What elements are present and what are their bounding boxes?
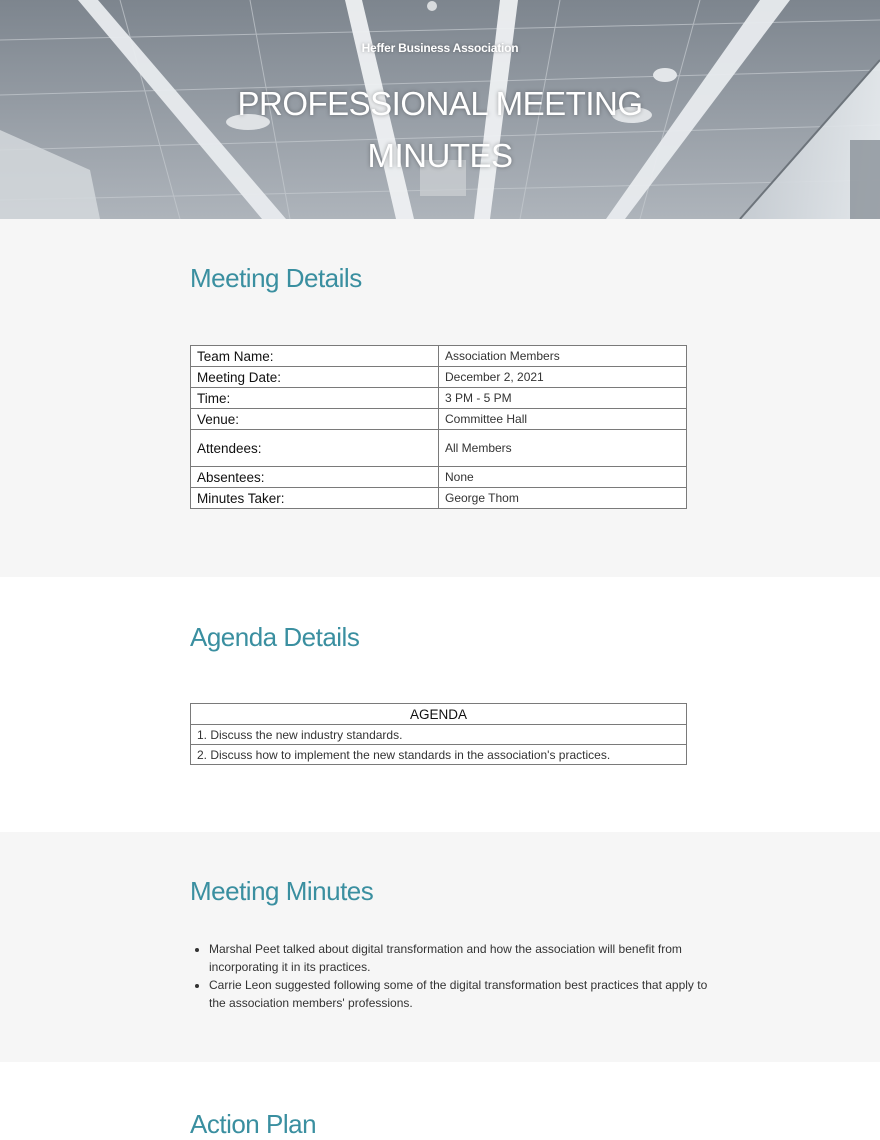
agenda-table	[190, 703, 687, 765]
detail-label-attendees: Attendees:	[191, 430, 439, 467]
minutes-list	[191, 940, 709, 1012]
table-row	[191, 346, 687, 367]
meeting-details-table	[190, 345, 687, 509]
detail-value-venue: Committee Hall	[439, 409, 687, 430]
detail-label-minutes-taker: Minutes Taker:	[191, 488, 439, 509]
agenda-details-heading: Agenda Details	[190, 622, 360, 652]
table-row	[191, 745, 687, 765]
table-row	[191, 430, 687, 467]
detail-value-meeting-date: December 2, 2021	[439, 367, 687, 388]
meeting-minutes-section	[0, 832, 880, 1062]
hero-banner	[0, 0, 880, 219]
agenda-item: 1. Discuss the new industry standards.	[191, 725, 687, 745]
detail-label-venue: Venue:	[191, 409, 439, 430]
table-row	[191, 388, 687, 409]
table-header-row	[191, 704, 687, 725]
detail-value-attendees: All Members	[439, 430, 687, 467]
list-item: • Marshal Peet talked about digital transformation and how the association will benefit from incorporating it in its practices.	[209, 940, 709, 976]
detail-label-time: Time:	[191, 388, 439, 409]
table-row	[191, 467, 687, 488]
table-row	[191, 488, 687, 509]
detail-value-team-name: Association Members	[439, 346, 687, 367]
meeting-details-section	[0, 219, 880, 577]
table-row	[191, 367, 687, 388]
detail-value-minutes-taker: George Thom	[439, 488, 687, 509]
detail-label-absentees: Absentees:	[191, 467, 439, 488]
meeting-details-heading: Meeting Details	[190, 263, 362, 293]
list-item: • Carrie Leon suggested following some of the digital transformation best practices that apply to the association members' professions.	[209, 976, 709, 1012]
agenda-table-header: AGENDA	[191, 704, 687, 725]
organization-name: Heffer Business Association	[361, 41, 519, 55]
detail-value-time: 3 PM - 5 PM	[439, 388, 687, 409]
action-plan-section	[0, 1062, 880, 1140]
action-plan-heading: Action Plan	[190, 1109, 317, 1139]
detail-label-team-name: Team Name:	[191, 346, 439, 367]
detail-label-meeting-date: Meeting Date:	[191, 367, 439, 388]
table-row	[191, 409, 687, 430]
detail-value-absentees: None	[439, 467, 687, 488]
meeting-minutes-heading: Meeting Minutes	[190, 876, 374, 906]
table-row	[191, 725, 687, 745]
agenda-item: 2. Discuss how to implement the new standards in the association's practices.	[191, 745, 687, 765]
agenda-details-section	[0, 577, 880, 832]
page-title: PROFESSIONAL MEETING MINUTES	[237, 85, 643, 174]
